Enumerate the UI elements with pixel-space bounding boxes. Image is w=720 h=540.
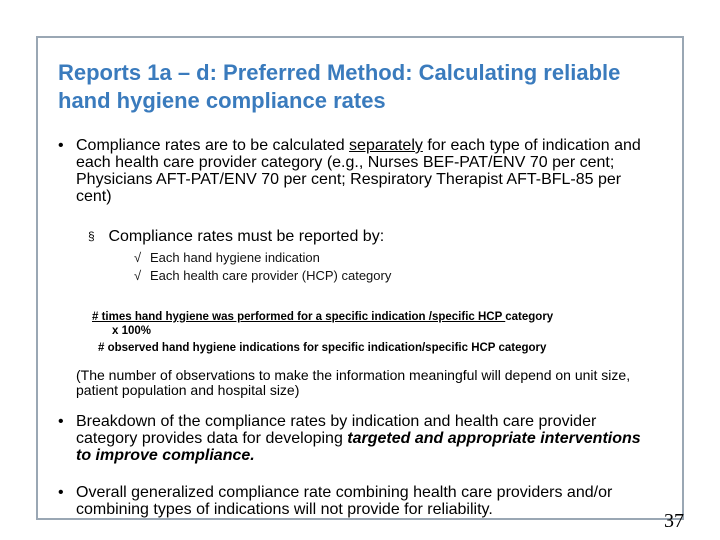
formula-numerator-tail: category xyxy=(505,311,554,323)
formula-numerator-text: # times hand hygiene was performed for a specific indication /specific HCP xyxy=(92,311,506,323)
bullet-compliance-rates xyxy=(58,137,658,205)
check-mark-icon: √ xyxy=(134,268,142,283)
bullet-marker: • xyxy=(58,484,64,501)
page-number: 37 xyxy=(664,510,684,532)
bullet-marker: • xyxy=(58,137,64,154)
bullet-text: Compliance rates are to be calculated separately for each type of indication and each health care provider category (e.g., Nurses BEF-PAT/ENV 70 per cent; Physicians AFT-PAT/ENV 70 per cent; Respiratory Therapist AFT-BFL-85 per cent) xyxy=(76,137,641,205)
emphasis-separately: separately xyxy=(349,137,423,154)
bullet-breakdown xyxy=(58,413,658,464)
slide-title: Reports 1a – d: Preferred Method: Calculating reliable hand hygiene compliance rates xyxy=(58,60,621,113)
emphasis-targeted: targeted and appropriate interventions to improve compliance. xyxy=(76,430,641,464)
bullet-marker: • xyxy=(58,413,64,430)
check-item-indication xyxy=(134,250,320,265)
formula-denominator: # observed hand hygiene indications for specific indication/specific HCP category xyxy=(98,342,547,354)
sub-bullet-reported-by xyxy=(88,228,384,245)
bullet-overall-rate xyxy=(58,484,638,518)
bullet-text: Overall generalized compliance rate combining health care providers and/or combining types of indications will not provide for reliability. xyxy=(76,484,613,518)
check-item-hcp-category xyxy=(134,268,391,283)
check-mark-icon: √ xyxy=(134,250,142,265)
observation-note: (The number of observations to make the information meaningful will depend on unit size, patient population and hospital size) xyxy=(76,367,631,398)
formula-numerator xyxy=(92,310,553,324)
check-item-text: Each health care provider (HCP) category xyxy=(150,268,392,283)
formula-multiplier: x 100% xyxy=(112,325,152,337)
sub-bullet-text: Compliance rates must be reported by: xyxy=(108,228,385,245)
check-item-text: Each hand hygiene indication xyxy=(150,250,320,265)
square-bullet-marker: § xyxy=(88,229,95,243)
bullet-text: Breakdown of the compliance rates by indication and health care provider category provides data for developing targeted and appropriate interventions to improve compliance. xyxy=(76,413,641,464)
